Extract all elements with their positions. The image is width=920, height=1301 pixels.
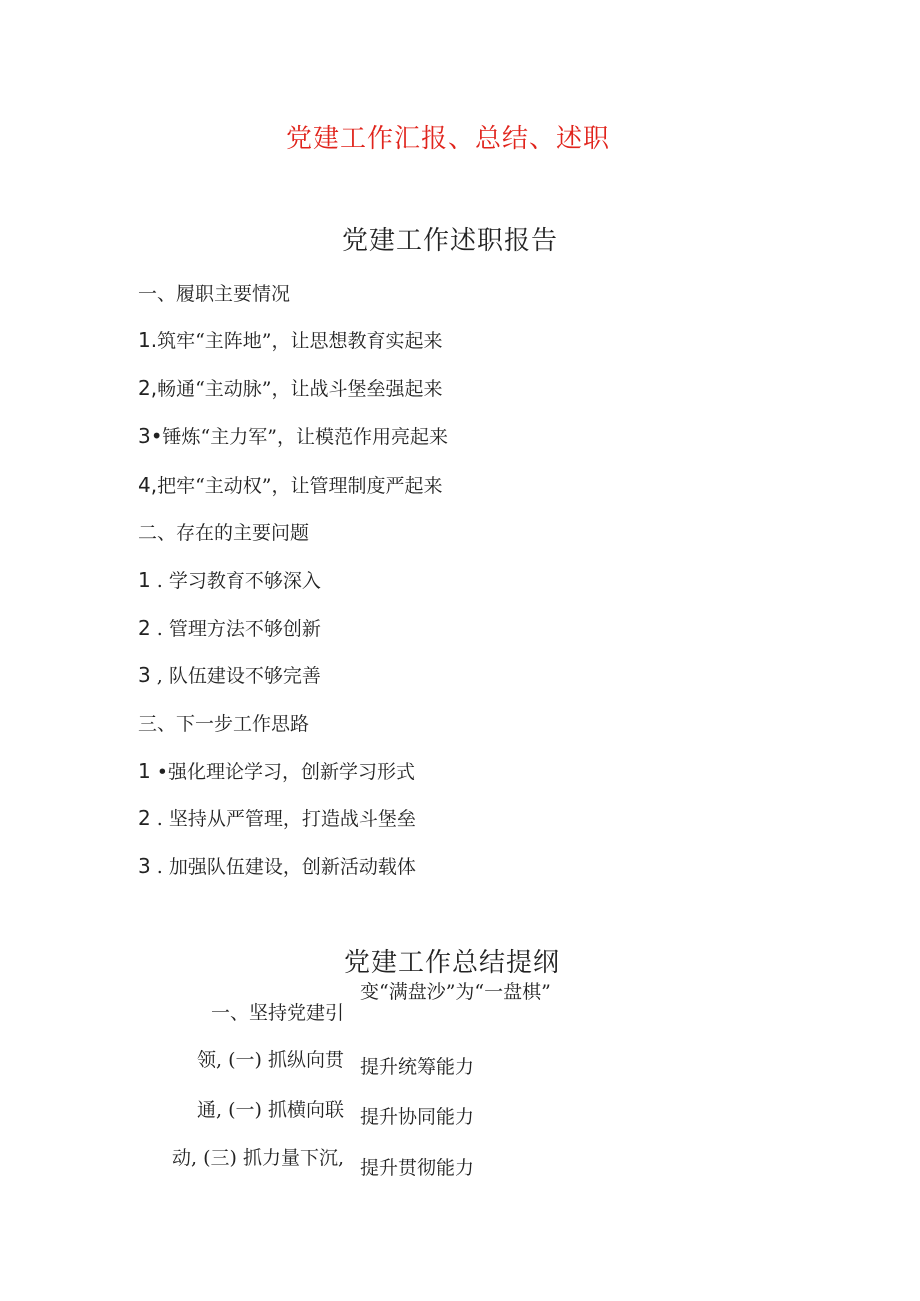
list-item [138, 471, 443, 498]
item-text: , 队伍建设不够完善 [150, 665, 321, 687]
item-text: •强化理论学习，创新学习形式 [150, 761, 415, 783]
outline-right-line: 提升贯彻能力 [360, 1157, 475, 1179]
outline-right-line: 变“满盘沙”为“一盘棋” [360, 981, 551, 1003]
outline-left-line: 动, (三) 抓力量下沉, [172, 1147, 344, 1169]
outline-left-line: 通, (一) 抓横向联 [197, 1099, 344, 1121]
outline-right-line: 提升协同能力 [360, 1106, 475, 1128]
item-text: . 加强队伍建设，创新活动载体 [150, 856, 416, 878]
outline-left-line: 一、坚持党建引 [210, 1002, 344, 1024]
item-text: . 学习教育不够深入 [150, 570, 321, 592]
section-heading-3: 三、下一步工作思路 [138, 713, 310, 735]
list-item [138, 374, 443, 401]
item-number: 2 [138, 806, 151, 830]
item-text: . 坚持从严管理，打造战斗堡垒 [150, 808, 416, 830]
item-text: 把牢“主动权”，让管理制度严起来 [157, 475, 443, 497]
page-title: 党建工作汇报、总结、述职 [285, 124, 610, 154]
outline-right-line: 提升统筹能力 [360, 1056, 475, 1078]
outline-left-line: 领, (一) 抓纵向贯 [197, 1049, 344, 1071]
list-item [138, 804, 416, 831]
list-item [138, 326, 443, 353]
report-title: 党建工作述职报告 [341, 226, 558, 256]
outline-title: 党建工作总结提纲 [343, 948, 560, 978]
list-item [138, 422, 448, 449]
list-item [138, 566, 321, 593]
item-text: 锤炼“主力军”，让模范作用亮起来 [162, 426, 448, 448]
item-number: 2 [138, 616, 151, 640]
item-text: 畅通“主动脉”，让战斗堡垒强起来 [157, 378, 443, 400]
item-number: 1. [138, 328, 158, 352]
item-number: 1 [138, 759, 151, 783]
section-heading-2: 二、存在的主要问题 [138, 522, 310, 544]
list-item [138, 614, 321, 641]
item-number: 2, [138, 376, 158, 400]
item-number: 3 [138, 663, 151, 687]
section-heading-1: 一、履职主要情况 [138, 283, 291, 305]
item-text: . 管理方法不够创新 [150, 618, 321, 640]
list-item [138, 661, 321, 688]
list-item [138, 757, 415, 784]
item-text: 筑牢“主阵地”，让思想教育实起来 [157, 330, 443, 352]
item-number: 4, [138, 473, 158, 497]
item-number: 1 [138, 568, 151, 592]
list-item [138, 852, 416, 879]
item-number: 3• [138, 424, 163, 448]
item-number: 3 [138, 854, 151, 878]
